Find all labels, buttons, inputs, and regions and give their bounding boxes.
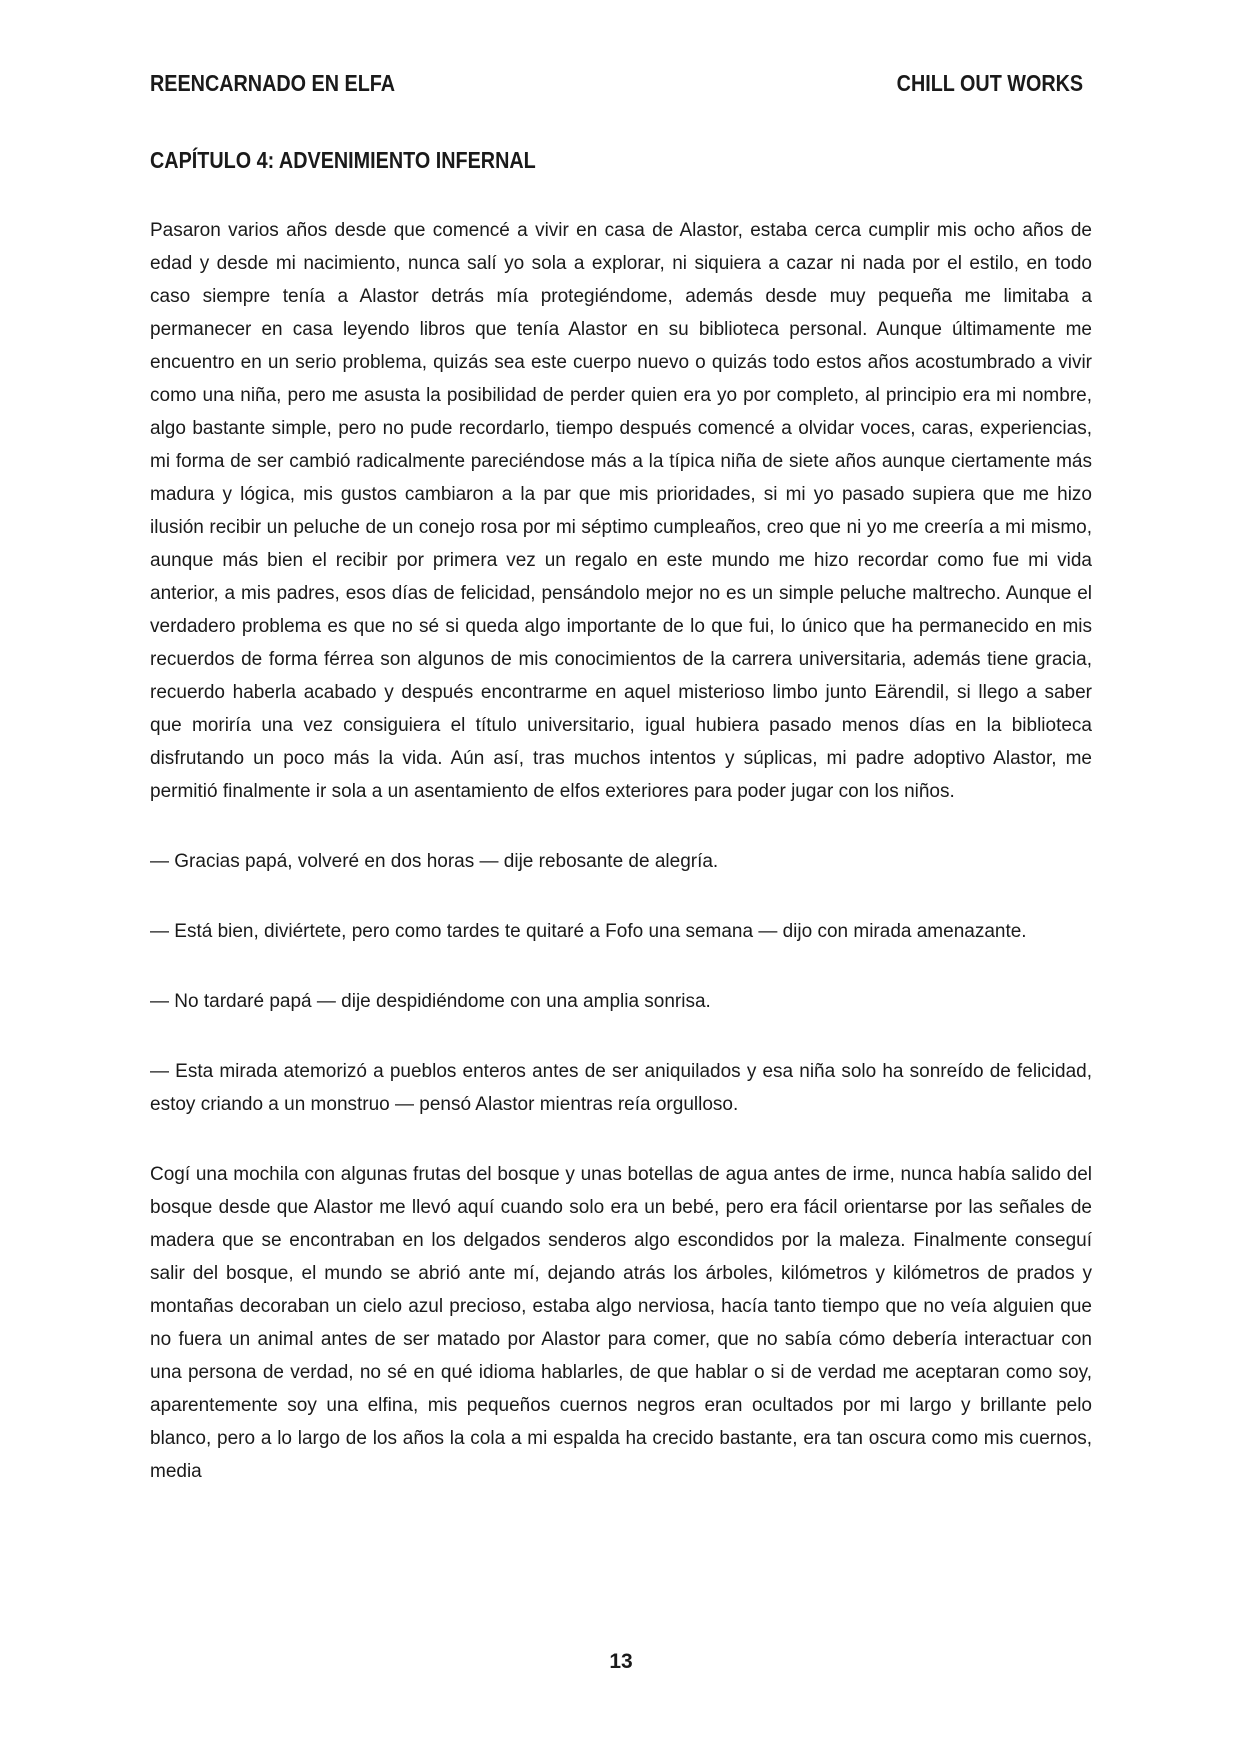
header-publisher: CHILL OUT WORKS [896,70,1084,96]
paragraph-2: — Gracias papá, volveré en dos horas — dije rebosante de alegría. [150,851,719,872]
chapter-title: CAPÍTULO 4: ADVENIMIENTO INFERNAL [150,147,536,173]
paragraph-4: — No tardaré papá — dije despidiéndome con una amplia sonrisa. [150,991,711,1012]
paragraph-5: — Esta mirada atemorizó a pueblos enteros antes de ser aniquilados y esa niña solo ha sonreído de felicidad, estoy criando a un monstruo — pensó Alastor mientras reía orgulloso. [150,1061,1092,1115]
document-page [150,70,1092,1525]
header-book-title: REENCARNADO EN ELFA [150,70,396,96]
paragraph-6: Cogí una mochila con algunas frutas del bosque y unas botellas de agua antes de irme, nunca había salido del bosque desde que Alastor me llevó aquí cuando solo era un bebé, pero era fácil orientarse por las señales de madera que se encontraban en los delgados senderos algo escondidos por la maleza. Finalmente conseguí salir del bosque, el mundo se abrió ante mí, dejando atrás los árboles, kilómetros y kilómetros de prados y montañas decoraban un cielo azul precioso, estaba algo nerviosa, hacía tanto tiempo que no veía alguien que no fuera un animal antes de ser matado por Alastor para comer, que no sabía cómo debería interactuar con una persona de verdad, no sé en qué idioma hablarles, de que hablar o si de verdad me aceptaran como soy, aparentemente soy una elfina, mis pequeños cuernos negros eran ocultados por mi largo y brillante pelo blanco, pero a lo largo de los años la cola a mi espalda ha crecido bastante, era tan oscura como mis cuernos, media [150,1164,1092,1482]
paragraph-1: Pasaron varios años desde que comencé a vivir en casa de Alastor, estaba cerca cumplir mis ocho años de edad y desde mi nacimiento, nunca salí yo sola a explorar, ni siquiera a cazar ni nada por el estilo, en todo caso siempre tenía a Alastor detrás mía protegiéndome, además desde muy pequeña me limitaba a permanecer en casa leyendo libros que tenía Alastor en su biblioteca personal. Aunque últimamente me encuentro en un serio problema, quizás sea este cuerpo nuevo o quizás todo estos años acostumbrado a vivir como una niña, pero me asusta la posibilidad de perder quien era yo por completo, al principio era mi nombre, algo bastante simple, pero no pude recordarlo, tiempo después comencé a olvidar voces, caras, experiencias, mi forma de ser cambió radicalmente pareciéndose más a la típica niña de siete años aunque ciertamente más madura y lógica, mis gustos cambiaron a la par que mis prioridades, si mi yo pasado supiera que me hizo ilusión recibir un peluche de un conejo rosa por mi séptimo cumpleaños, creo que ni yo me creería a mi mismo, aunque más bien el recibir por primera vez un regalo en este mundo me hizo recordar como fue mi vida anterior, a mis padres, esos días de felicidad, pensándolo mejor no es un simple peluche maltrecho. Aunque el verdadero problema es que no sé si queda algo importante de lo que fui, lo único que ha permanecido en mis recuerdos de forma férrea son algunos de mis conocimientos de la carrera universitaria, además tiene gracia, recuerdo haberla acabado y después encontrarme en aquel misterioso limbo junto Eärendil, si llego a saber que moriría una vez consiguiera el título universitario, igual hubiera pasado menos días en la biblioteca disfrutando un poco más la vida. Aún así, tras muchos intentos y súplicas, mi padre adoptivo Alastor, me permitió finalmente ir sola a un asentamiento de elfos exteriores para poder jugar con los niños. [150,220,1092,802]
paragraph-3: — Está bien, diviértete, pero como tardes te quitaré a Fofo una semana — dijo con mirada amenazante. [150,921,1027,942]
page-number: 13 [609,1650,633,1673]
running-header [150,70,1083,97]
body-text [150,214,1092,1488]
